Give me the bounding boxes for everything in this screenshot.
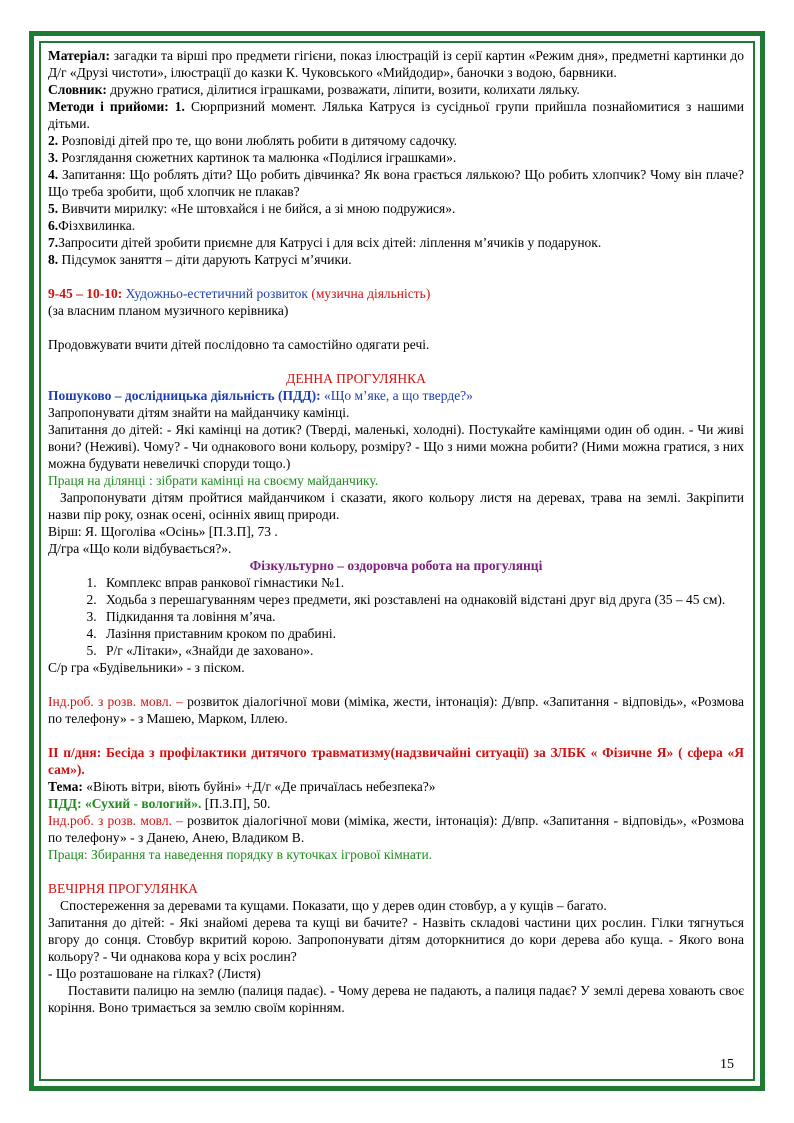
pdd-topic: «Що м’яке, а що тверде?»	[320, 388, 473, 403]
step-7-text: Запросити дітей зробити приємне для Катрусі і для всіх дітей: ліплення м’ячиків у подарунок.	[58, 235, 602, 250]
music-time: 9-45 – 10-10:	[48, 286, 123, 301]
slovnyk-text: дружно гратися, ділитися іграшками, розважати, ліпити, возити, колихати ляльку.	[106, 82, 580, 97]
step-5-text: Вивчити мирилку: «Не штовхайся і не бийся, а зі мною подружися».	[58, 201, 456, 216]
srgra-line: С/р гра «Будівельники» - з піском.	[48, 660, 245, 675]
step-8-text: Підсумок заняття – діти дарують Катрусі м’ячики.	[58, 252, 352, 267]
pdd-questions: Запитання до дітей: - Які камінці на дотик? (Тверді, маленькі, холодні). Постукайте камінцями один об один. - Чи живі вони? (Неживі). Чому? - Чи однакового вони кольору, розміру? - Що з ними можна робити? (Ними можна гратися, з них можна будувати невеличкі споруди тощо.)	[48, 422, 744, 471]
ind-work-walk	[48, 693, 744, 727]
material-label: Матеріал:	[48, 48, 110, 63]
step-6-text: Фізхвилинка.	[58, 218, 136, 233]
tema-text: «Віють вітри, віють буйні» +Д/г «Де причаїлась небезпека?»	[82, 779, 436, 794]
step-3-num: 3.	[48, 150, 59, 165]
fiz-title: Фізкультурно – оздоровча робота на прогулянці	[249, 558, 543, 573]
continue-line: Продовжувати вчити дітей послідовно та самостійно одягати речі.	[48, 337, 430, 352]
step-5-num: 5.	[48, 201, 59, 216]
step-2-text: Розповіді дітей про те, що вони люблять робити в дитячому садочку.	[58, 133, 457, 148]
metody-label: Методи і прийоми: 1.	[48, 99, 185, 114]
step-7	[48, 234, 744, 251]
afternoon-pdd-label: ПДД: «Сухий - вологий».	[48, 796, 202, 811]
ind-work-text: розвиток діалогічної мови (міміка, жести, інтонація): Д/впр. «Запитання - відповідь», «Розмова по телефону» - з Данею, Анею, Владиком В.	[48, 813, 745, 845]
fiz-item: 3. Підкидання та ловіння м’яча.	[100, 608, 744, 625]
step-3	[48, 149, 744, 166]
step-8-num: 8.	[48, 252, 59, 267]
afternoon-pdd	[48, 795, 744, 812]
material-text: загадки та вірші про предмети гігієни, показ ілюстрацій із серії картин «Режим дня», предметні картинки до Д/г «Друзі чистоти», ілюстрації до казки К. Чуковського «Мийдодир», баночки з водою, барвники.	[48, 48, 744, 80]
step-3-text: Розглядання сюжетних картинок та малюнка «Поділися іграшками».	[58, 150, 457, 165]
step-7-num: 7.	[48, 235, 59, 250]
ind-work-afternoon	[48, 812, 744, 846]
pdd-label: Пошуково – дослідницька діяльність (ПДД):	[48, 388, 321, 403]
ind-work-text: розвиток діалогічної мови (міміка, жести, інтонація): Д/впр. «Запитання - відповідь», «Розмова по телефону» - з Машею, Марком, Іллею.	[48, 694, 745, 726]
document-body	[48, 47, 744, 1016]
page-number: 15	[720, 1057, 734, 1072]
evening-stick: Поставити палицю на землю (палиця падає). - Чому дерева не падають, а палиця падає? У землі дерева ховають своє коріння. Воно тримається за землю своїм корінням.	[48, 983, 744, 1015]
evening-questions: Запитання до дітей: - Які знайомі дерева та кущі ви бачите? - Назвіть складові частини цих рослин. Гілки тягнуться вгору до сонця. Стовбур вкритий корою. Запропонувати дітям доторкнитися до кори дерева або куща. - Якого вона кольору? - Чи однакова кора у всіх рослин?	[48, 915, 744, 964]
day-walk-title: ДЕННА ПРОГУЛЯНКА	[286, 371, 426, 386]
slovnyk-label: Словник:	[48, 82, 107, 97]
material-line	[48, 47, 744, 81]
evening-observe: Спостереження за деревами та кущами. Показати, що у дерев один стовбур, а у кущів – багато.	[60, 898, 607, 913]
step-5	[48, 200, 744, 217]
music-line	[48, 285, 744, 302]
step-8	[48, 251, 744, 268]
work-line: Праця на ділянці : зібрати камінці на своєму майданчику.	[48, 473, 379, 488]
ind-work-label: Інд.роб. з розв. мовл. –	[48, 694, 183, 709]
fiz-item: 5. Р/г «Літаки», «Знайди де заховано».	[100, 642, 744, 659]
step-4-text: Запитання: Що роблять діти? Що робить дівчинка? Як вона грається лялькою? Що робить хлопчик? Чому він плаче? Що треба зробити, щоб хлопчик не плакав?	[48, 167, 744, 199]
step-2	[48, 132, 744, 149]
music-area-note: (музична діяльність)	[307, 286, 431, 301]
fiz-list	[48, 574, 744, 659]
step-2-num: 2.	[48, 133, 59, 148]
music-area: Художньо-естетичний розвиток	[122, 286, 308, 301]
walk-invite: Запропонувати дітям пройтися майданчиком і сказати, якого кольору листя на деревах, трава на землі. Закріпити назви пір року, ознак осені, осінніх явищ природи.	[48, 490, 744, 522]
tema-line	[48, 778, 744, 795]
ind-work-label: Інд.роб. з розв. мовл. –	[48, 813, 183, 828]
afternoon-work: Праця: Збирання та наведення порядку в куточках ігрової кімнати.	[48, 847, 433, 862]
poem-line: Вірш: Я. Щоголіва «Осінь» [П.З.П], 73 .	[48, 524, 278, 539]
metody-text: Сюрпризний момент. Лялька Катруся із сусідньої групи прийшла познайомитися з нашими дітьми.	[48, 99, 744, 131]
fiz-item: 1. Комплекс вправ ранкової гімнастики №1.	[100, 574, 744, 591]
evening-walk-title: ВЕЧІРНЯ ПРОГУЛЯНКА	[48, 881, 198, 896]
step-6	[48, 217, 744, 234]
step-6-num: 6.	[48, 218, 59, 233]
evening-branches: - Що розташоване на гілках? (Листя)	[48, 966, 261, 981]
slovnyk-line	[48, 81, 744, 98]
afternoon-heading: ІІ п/дня: Бесіда з профілактики дитячого травматизму(надзвичайні ситуації) за ЗЛБК « Фізичне Я» ( сфера «Я сам»).	[48, 745, 744, 777]
afternoon-pdd-text: [П.З.П], 50.	[201, 796, 271, 811]
step-4-num: 4.	[48, 167, 59, 182]
pdd-line	[48, 387, 744, 404]
fiz-item: 2. Ходьба з перешагуванням через предмети, які розставлені на однаковій відстані друг від друга (35 – 45 см).	[100, 591, 744, 608]
pdd-invite: Запропонувати дітям знайти на майданчику камінці.	[48, 405, 350, 420]
dgra-line: Д/гра «Що коли відбувається?».	[48, 541, 232, 556]
step-4	[48, 166, 744, 200]
fiz-item: 4. Лазіння приставним кроком по драбині.	[100, 625, 744, 642]
metody-line	[48, 98, 744, 132]
music-note: (за власним планом музичного керівника)	[48, 303, 289, 318]
tema-label: Тема:	[48, 779, 83, 794]
